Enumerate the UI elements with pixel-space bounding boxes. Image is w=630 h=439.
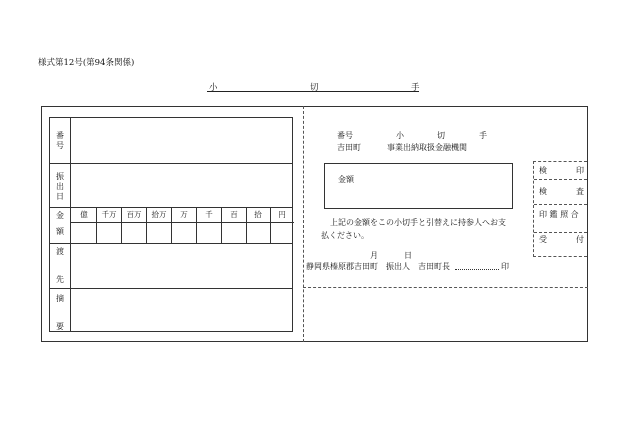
title-char-1: 小 [209,83,218,93]
unit-ju: 拾 [254,210,262,219]
perforation-line [303,106,304,342]
signature-line [455,269,499,270]
stub-table [49,117,293,332]
unit-man: 万 [180,210,188,219]
date-month: 月 [370,251,378,260]
stamp-row2-a: 検 [539,187,547,196]
stamp-row1-b: 印 [576,166,584,175]
lower-dashed-divider [303,287,588,288]
stamp-row4-b: 付 [576,235,584,244]
approval-stamp-box [533,161,587,257]
unit-hyakuman: 百万 [126,210,142,219]
stamp-row1-a: 検 [539,166,547,175]
stub-issue-date-label: 振 出 日 [56,172,64,201]
stamp-row3-a: 印 鑑 照 合 [539,210,579,219]
document-title [207,81,419,92]
amount-units-row [70,207,294,243]
check-title-char-2: 切 [437,131,445,140]
unit-juman: 拾万 [151,210,167,219]
stamp-row2-b: 査 [576,187,584,196]
seal-mark: 印 [501,262,509,271]
unit-en: 円 [278,210,286,219]
stub-amount-label: 金 額 [56,211,64,236]
stub-number-label: 番 号 [56,131,64,150]
unit-oku: 億 [80,210,88,219]
date-day: 日 [404,251,412,260]
check-title-char-3: 手 [479,131,487,140]
title-char-3: 手 [411,83,420,93]
issuer-line: 静岡県榛原郡吉田町 振出人 吉田町長 [306,262,450,271]
check-number-label: 番号 [337,131,353,140]
payer-town: 吉田町 [337,143,361,152]
unit-senman: 千万 [101,210,117,219]
check-title-char-1: 小 [396,131,404,140]
instruction-line-1: 上記の金額をこの小切手と引替えに持参人へお支 [330,218,506,227]
stub-memo-label: 摘 要 [56,294,64,331]
stamp-row4-a: 受 [539,235,547,244]
unit-sen: 千 [205,210,213,219]
bank-institution: 事業出納取扱金融機関 [387,143,467,152]
instruction-line-2: 払ください。 [321,231,369,240]
title-char-2: 切 [310,83,319,93]
amount-box [324,163,513,209]
unit-hyaku: 百 [230,210,238,219]
form-number: 様式第12号(第94条関係) [38,58,135,68]
amount-box-label: 金額 [338,175,354,184]
stub-payee-label: 渡 先 [56,247,64,284]
